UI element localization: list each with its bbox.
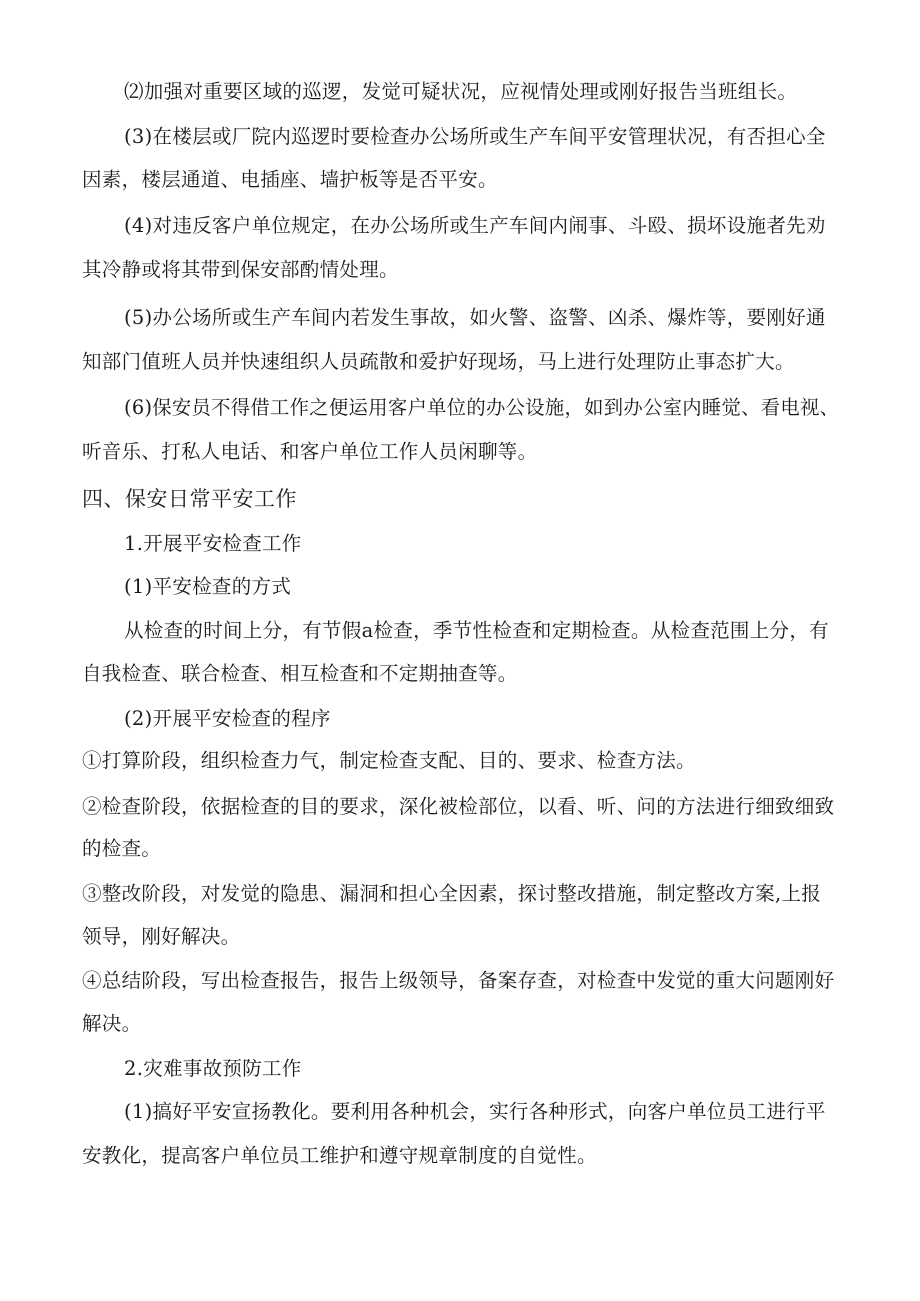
paragraph-6-line-1: (6)保安员不得借工作之便运用客户单位的办公设施，如到办公室内睡觉、看电视、 (124, 396, 840, 419)
section-heading: 四、保安日常平安工作 (82, 487, 297, 511)
paragraph-4-line-1: (4)对违反客户单位规定，在办公场所或生产车间内闹事、斗殴、损坏设施者先劝 (124, 214, 826, 237)
inspection-text-line-1: 从检查的时间上分，有节假a检查，季节性检查和定期检查。从检查范围上分，有 (124, 619, 829, 642)
paragraph-4-line-2: 其冷静或将其带到保安部酌情处理。 (82, 258, 399, 281)
step-2-line-1: ②检查阶段，依据检查的目的要求，深化被检部位，以看、听、问的方法进行细致细致 (82, 795, 835, 818)
subsection-2-1-line-2: 安教化，提高客户单位员工维护和遵守规章制度的自觉性。 (82, 1144, 597, 1167)
step-3-line-1: ③整改阶段，对发觉的隐患、漏洞和担心全因素，探讨整改措施，制定整改方案,上报 (82, 882, 822, 905)
step-4-line-2: 解决。 (82, 1012, 142, 1035)
subsection-1-1-title: (1)平安检查的方式 (124, 575, 292, 598)
step-3-line-2: 领导，刚好解决。 (82, 925, 241, 948)
paragraph-3-line-1: (3)在楼层或厂院内巡逻时要检查办公场所或生产车间平安管理状况，有否担心全 (124, 125, 826, 148)
paragraph-3-line-2: 因素，楼层通道、电插座、墙护板等是否平安。 (82, 168, 498, 191)
subsection-1-title: 1.开展平安检查工作 (124, 532, 302, 555)
paragraph-6-line-2: 听音乐、打私人电话、和客户单位工作人员闲聊等。 (82, 440, 538, 463)
subsection-2-1-line-1: (1)搞好平安宣扬教化。要利用各种机会，实行各种形式，向客户单位员工进行平 (124, 1100, 826, 1123)
step-2-line-2: 的检查。 (82, 837, 162, 860)
paragraph-2-line-1: ⑵加强对重要区域的巡逻，发觉可疑状况，应视情处理或刚好报告当班组长。 (124, 80, 798, 103)
subsection-1-2-title: (2)开展平安检查的程序 (124, 707, 331, 730)
paragraph-5-line-1: (5)办公场所或生产车间内若发生事故，如火警、盗警、凶杀、爆炸等，要刚好通 (124, 306, 826, 329)
inspection-text-line-2: 自我检查、联合检查、相互检查和不定期抽查等。 (82, 662, 518, 685)
step-1-line-1: ①打算阶段，组织检查力气，制定检查支配、目的、要求、检查方法。 (82, 749, 696, 772)
subsection-2-title: 2.灾难事故预防工作 (124, 1057, 302, 1080)
paragraph-5-line-2: 知部门值班人员并快速组织人员疏散和爱护好现场，马上进行处理防止事态扩大。 (82, 350, 795, 373)
step-4-line-1: ④总结阶段，写出检查报告，报告上级领导，备案存查，对检查中发觉的重大问题刚好 (82, 969, 835, 992)
